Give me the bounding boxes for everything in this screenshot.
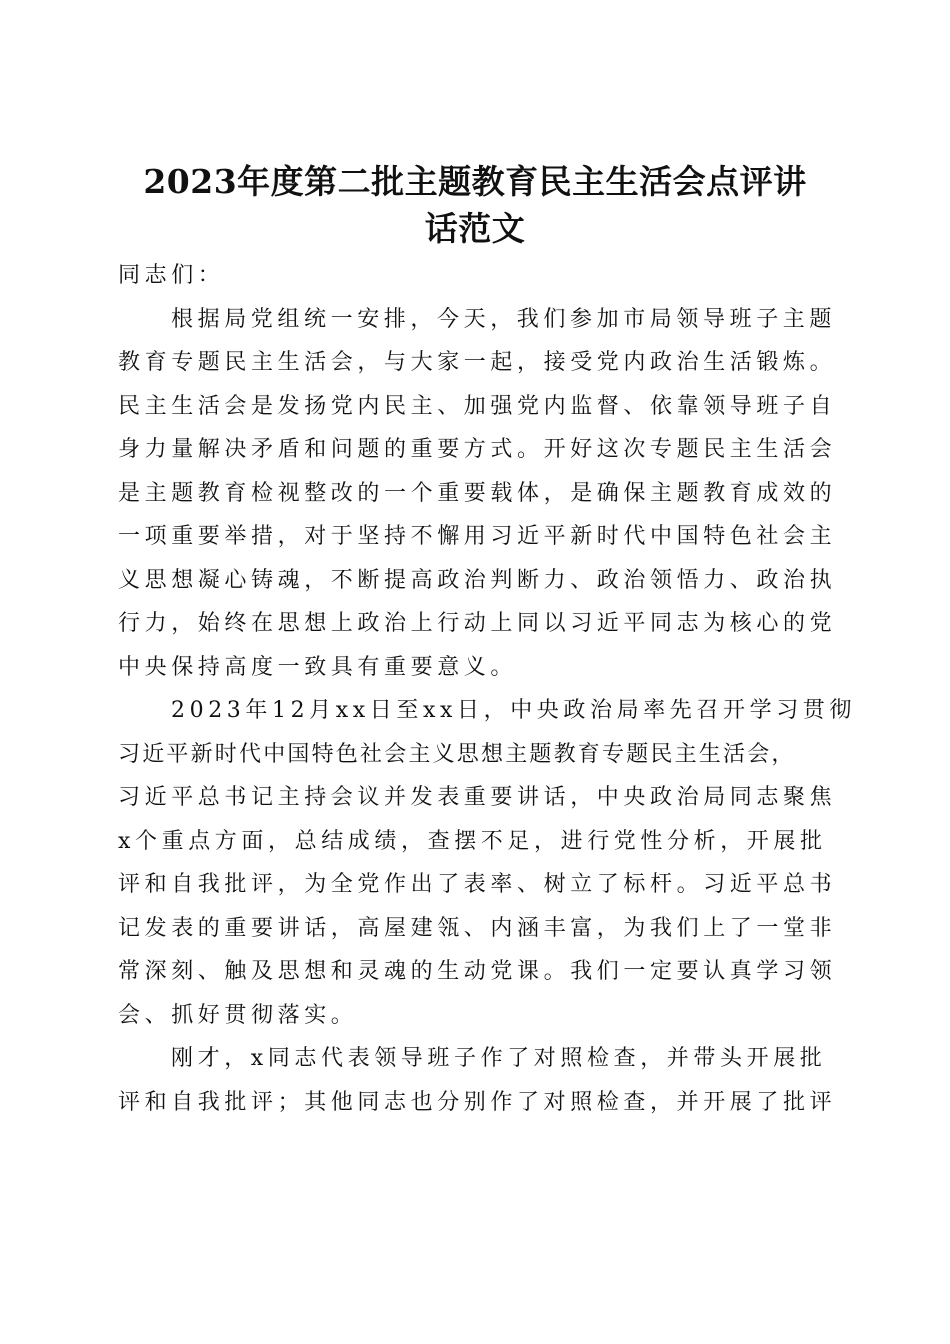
document-title [110, 158, 840, 252]
paragraph-1-line: 身力量解决矛盾和问题的重要方式。开好这次专题民主生活会 [118, 437, 837, 462]
document-body [118, 254, 857, 1124]
paragraph-1-line: 民主生活会是发扬党内民主、加强党内监督、依靠领导班子自 [118, 393, 837, 419]
paragraph-2-line: 习近平总书记主持会议并发表重要讲话，中央政治局同志聚焦 [118, 785, 837, 810]
paragraph-1-line: 行力，始终在思想上政治上行动上同以习近平同志为核心的党 [118, 611, 837, 636]
paragraph-1-line: 义思想凝心铸魂，不断提高政治判断力、政治领悟力、政治执 [118, 567, 837, 593]
paragraph-3-line: 刚才，x同志代表领导班子作了对照检查，并带头开展批 [171, 1046, 827, 1071]
title-line-1: 2023年度第二批主题教育民主生活会点评讲 [143, 162, 807, 202]
title-line-2: 话范文 [424, 209, 526, 249]
paragraph-2-line: x个重点方面，总结成绩，查摆不足，进行党性分析，开展批 [118, 828, 827, 854]
paragraph-2-line: 记发表的重要讲话，高屋建瓴、内涵丰富，为我们上了一堂非 [118, 915, 837, 941]
paragraph-2-line: 会、抓好贯彻落实。 [118, 1002, 358, 1028]
paragraph-1-line: 是主题教育检视整改的一个重要载体，是确保主题教育成效的 [118, 480, 837, 506]
paragraph-2-line: 常深刻、触及思想和灵魂的生动党课。我们一定要认真学习领 [118, 959, 837, 984]
paragraph-1-line: 一项重要举措，对于坚持不懈用习近平新时代中国特色社会主 [118, 524, 837, 549]
paragraph-2-line: 习近平新时代中国特色社会主义思想主题教育专题民主生活会， [118, 741, 796, 767]
paragraph-2-line: 评和自我批评，为全党作出了表率、树立了标杆。习近平总书 [118, 872, 837, 897]
paragraph-3-line: 评和自我批评；其他同志也分别作了对照检查，并开展了批评 [118, 1089, 837, 1115]
paragraph-1-line: 教育专题民主生活会，与大家一起，接受党内政治生活锻炼。 [118, 350, 837, 375]
paragraph-2-line: 2023年12月xx日至xx日，中央政治局率先召开学习贯彻 [171, 698, 857, 723]
greeting: 同志们： [118, 263, 225, 288]
paragraph-1-line: 根据局党组统一安排，今天，我们参加市局领导班子主题 [171, 306, 837, 332]
paragraph-1-line: 中央保持高度一致具有重要意义。 [118, 654, 518, 680]
